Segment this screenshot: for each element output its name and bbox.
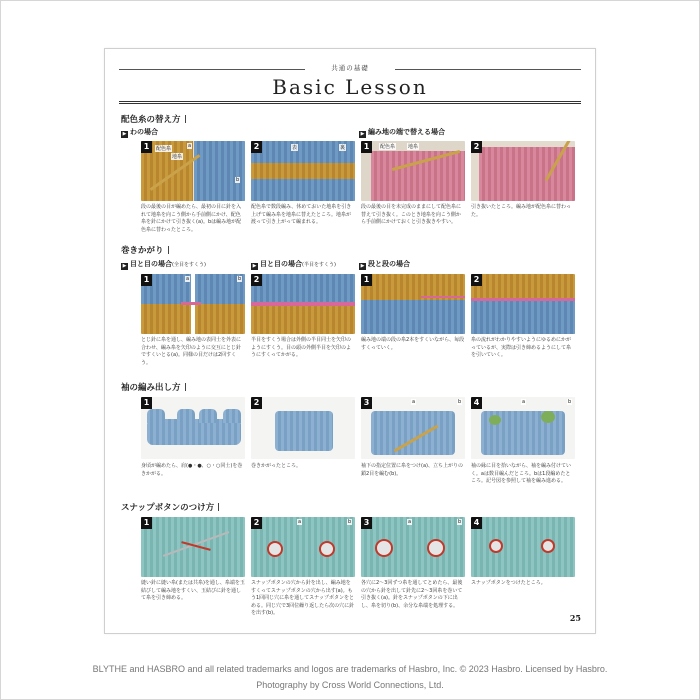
arrow-icon: ▶ <box>252 263 257 269</box>
subtitle-rows-change <box>359 127 445 138</box>
label-a: a <box>522 399 526 405</box>
knit-blue <box>361 300 465 334</box>
caption-sleeve-step-3: 袖下の指定位置に糸をつけ(a)、立ち上がりの鎖2目を編む(b)。 <box>361 463 463 477</box>
subtitle-rows-change-text: 編み地の端で替える場合 <box>368 128 445 136</box>
subtitle-half-stitch <box>251 259 336 270</box>
label-b: b <box>348 519 352 525</box>
step-number: 2 <box>251 517 262 529</box>
knit-mustard <box>141 304 191 334</box>
subtitle-full-text: 目と目の場合 <box>130 260 172 268</box>
arrow-icon: ▶ <box>122 131 127 137</box>
step-number: 1 <box>141 141 152 153</box>
snap-button-a <box>375 539 393 557</box>
subtitle-full-stitch <box>121 259 206 270</box>
label-b: b <box>238 276 242 282</box>
photo-whip-half-step-2 <box>251 274 355 334</box>
yarn-pink <box>181 302 201 305</box>
section-title-sleeve: 袖の編み出し方 <box>121 381 186 393</box>
knit-swatch-pink <box>371 151 465 201</box>
lesson-page <box>104 48 596 634</box>
step-number: 1 <box>141 397 152 409</box>
label-b: b <box>236 177 240 183</box>
knit-mustard <box>251 306 355 334</box>
step-number: 3 <box>361 517 372 529</box>
knit-band-bottom <box>251 179 355 201</box>
page-title: Basic Lesson <box>272 75 428 99</box>
caption-color-change-step-2: 配色糸で数段編み、休めておいた地糸を引き上げて編み糸を地糸に替えたところ。地糸が渡って引き上がって編まれる。 <box>251 204 352 226</box>
caption-rows-change-step-2: 引き抜いたところ。編み地が配色糸に替わった。 <box>471 204 571 218</box>
subtitle-rows-text: 段と段の場合 <box>368 260 410 268</box>
photo-whip-rows-step-1 <box>361 274 465 334</box>
caption-sleeve-step-4: 袖の縁に目を拾いながら、袖を編み付けていく。aは数目編んだところ。bは1段編めたところ。記号図を参照して袖を編み進める。 <box>471 463 572 485</box>
knit-swatch-b <box>194 141 245 201</box>
caption-rows-change-step-1: 段の最後の目を未完成のままにして配色糸に替えて引き抜く。このとき地糸を向こう側から手前側にかけておくと引き抜きやすい。 <box>361 204 462 226</box>
subtitle-full-note: (全目をすくう) <box>172 262 206 268</box>
knit-body-joined <box>275 411 333 451</box>
knit-blue <box>471 300 575 334</box>
photo-snap-step-4 <box>471 517 575 577</box>
shoulder-1 <box>147 409 165 423</box>
header-subtitle: 共通の基礎 <box>331 64 369 72</box>
step-number: 1 <box>361 141 372 153</box>
step-number: 2 <box>251 141 262 153</box>
caption-snap-step-1: 縫い針に縫い糸(または共糸)を通し、糸端を玉結びして編み地をすくい、玉結びに針を通して糸を引き締める。 <box>141 580 245 602</box>
photo-sleeve-step-3 <box>361 397 465 459</box>
step-number: 1 <box>141 517 152 529</box>
photo-color-change-step-1 <box>141 141 245 201</box>
caption-snap-step-2: スナップボタンの穴から針を出し、編み地をすくってスナップボタンの穴から出す(a)。もう1回同じ穴に糸を通してスナップボタンをとめる。同じ穴で3回位繰り返したら次の穴に針を出す(b)。 <box>251 580 355 617</box>
label-a: a <box>408 519 412 525</box>
snap-button-a <box>489 539 503 553</box>
label-a: a <box>412 399 416 405</box>
knit-mustard <box>471 274 575 300</box>
photo-whip-full-step-1 <box>141 274 245 334</box>
subtitle-half-text: 目と目の場合 <box>260 260 302 268</box>
photo-whip-rows-step-2 <box>471 274 575 334</box>
photo-sleeve-step-1 <box>141 397 245 459</box>
caption-snap-step-3: 各穴に2〜3回ずつ糸を通してとめたら、最後の穴から針を出して針先に2〜3回糸を巻いて引き抜く(a)。針をスナップボタンの下に出し、糸を切り(b)、余分な糸端を処理する。 <box>361 580 463 609</box>
shoulder-4 <box>223 409 241 423</box>
label-color-yarn: 配色糸 <box>156 146 172 152</box>
photo-sleeve-step-4 <box>471 397 575 459</box>
knit-blue <box>251 274 355 302</box>
label-ground-yarn: 地糸 <box>172 154 183 160</box>
label-b: b <box>458 399 462 405</box>
caption-snap-step-4: スナップボタンをつけたところ。 <box>471 580 546 586</box>
knit-teal <box>141 517 245 577</box>
caption-whip-rows-step-1: 編み地の端の段の糸2本をすくいながら、毎段すくっていく。 <box>361 337 465 351</box>
green-sleeve-a <box>489 415 501 425</box>
step-number: 2 <box>251 274 262 286</box>
green-sleeve-b <box>541 411 555 423</box>
subtitle-half-note: (半目をすくう) <box>302 262 336 268</box>
section-title-whip-stitch: 巻きかがり <box>121 244 169 256</box>
label-a: a <box>298 519 302 525</box>
section-title-color-change: 配色糸の替え方 <box>121 113 186 125</box>
step-number: 1 <box>141 274 152 286</box>
section-title-snap: スナップボタンのつけ方 <box>121 501 219 513</box>
step-number: 4 <box>471 397 482 409</box>
caption-sleeve-step-2: 巻きかがったところ。 <box>251 463 302 469</box>
caption-color-change-step-1: 段の最後の目が編めたら、最初の目に針を入れて地糸を向こう側から手前側にかけ、配色糸を針にかけて引き抜く(a)。bは編み地が配色糸に替わったところ。 <box>141 204 242 233</box>
label-a: a <box>186 276 190 282</box>
arrow-icon: ▶ <box>360 131 365 137</box>
page-number: 25 <box>569 613 581 623</box>
caption-whip-rows-step-2: 糸の流れがわかりやすいようにゆるめにかがっているが、実際は引き締めるようにして糸を引いていく。 <box>471 337 572 359</box>
arrow-icon: ▶ <box>122 263 127 269</box>
photo-rows-change-step-2 <box>471 141 575 201</box>
header-double-rule <box>119 101 581 104</box>
photo-sleeve-step-2 <box>251 397 355 459</box>
yarn-pink <box>471 298 575 301</box>
step-number: 2 <box>471 274 482 286</box>
label-ground-yarn: 地糸 <box>408 144 419 150</box>
photo-snap-step-3 <box>361 517 465 577</box>
step-number: 2 <box>251 397 262 409</box>
label-b: b <box>568 399 572 405</box>
subtitle-row-to-row <box>359 259 410 270</box>
label-b: b <box>458 519 462 525</box>
snap-button-a <box>267 541 283 557</box>
caption-whip-half-step-2: 半目をすくう場合は外側の半目同士を矢印のようにすくう。目の頭の外側半目を矢印のようにすくってかがる。 <box>251 337 352 359</box>
arrow-icon: ▶ <box>360 263 365 269</box>
knit-band-mid <box>251 163 355 179</box>
label-front: 表 <box>292 145 298 151</box>
step-number: 2 <box>471 141 482 153</box>
step-number: 1 <box>361 274 372 286</box>
snap-button-b <box>541 539 555 553</box>
photo-color-change-step-2 <box>251 141 355 201</box>
shoulder-2 <box>177 409 195 423</box>
photo-snap-step-1 <box>141 517 245 577</box>
knit-mustard-b <box>195 304 245 334</box>
step-number: 3 <box>361 397 372 409</box>
label-back: 裏 <box>340 145 346 151</box>
yarn-pink <box>421 296 465 298</box>
knit-teal <box>471 517 575 577</box>
snap-button-b <box>427 539 445 557</box>
caption-whip-full-step-1: とじ針に糸を通し、編み地の表同士を外表に合わせ、編み糸を矢印のように交互にとじ針ですくいとる(a)。同様の目だけは2回すくう。 <box>141 337 242 366</box>
subtitle-round-text: わの場合 <box>130 128 158 136</box>
knit-body <box>371 411 455 455</box>
label-a: a <box>188 143 192 149</box>
snap-button-b <box>319 541 335 557</box>
photo-rows-change-step-1 <box>361 141 465 201</box>
caption-sleeve-step-1: 身頃が編めたら、肩(●・●、○・○同士)を巻きかがる。 <box>141 463 243 477</box>
footer-trademark: BLYTHE and HASBRO and all related trademarks and logos are trademarks of Hasbro, Inc. © 2023 Hasbro. Licensed by Hasbro. <box>92 664 608 674</box>
photo-snap-step-2 <box>251 517 355 577</box>
step-number: 4 <box>471 517 482 529</box>
yarn-pink <box>251 302 355 306</box>
shoulder-3 <box>199 409 217 423</box>
label-color-yarn: 配色糸 <box>380 144 396 150</box>
footer-photo-credit: Photography by Cross World Connections, Ltd. <box>256 680 444 690</box>
subtitle-round <box>121 127 158 138</box>
